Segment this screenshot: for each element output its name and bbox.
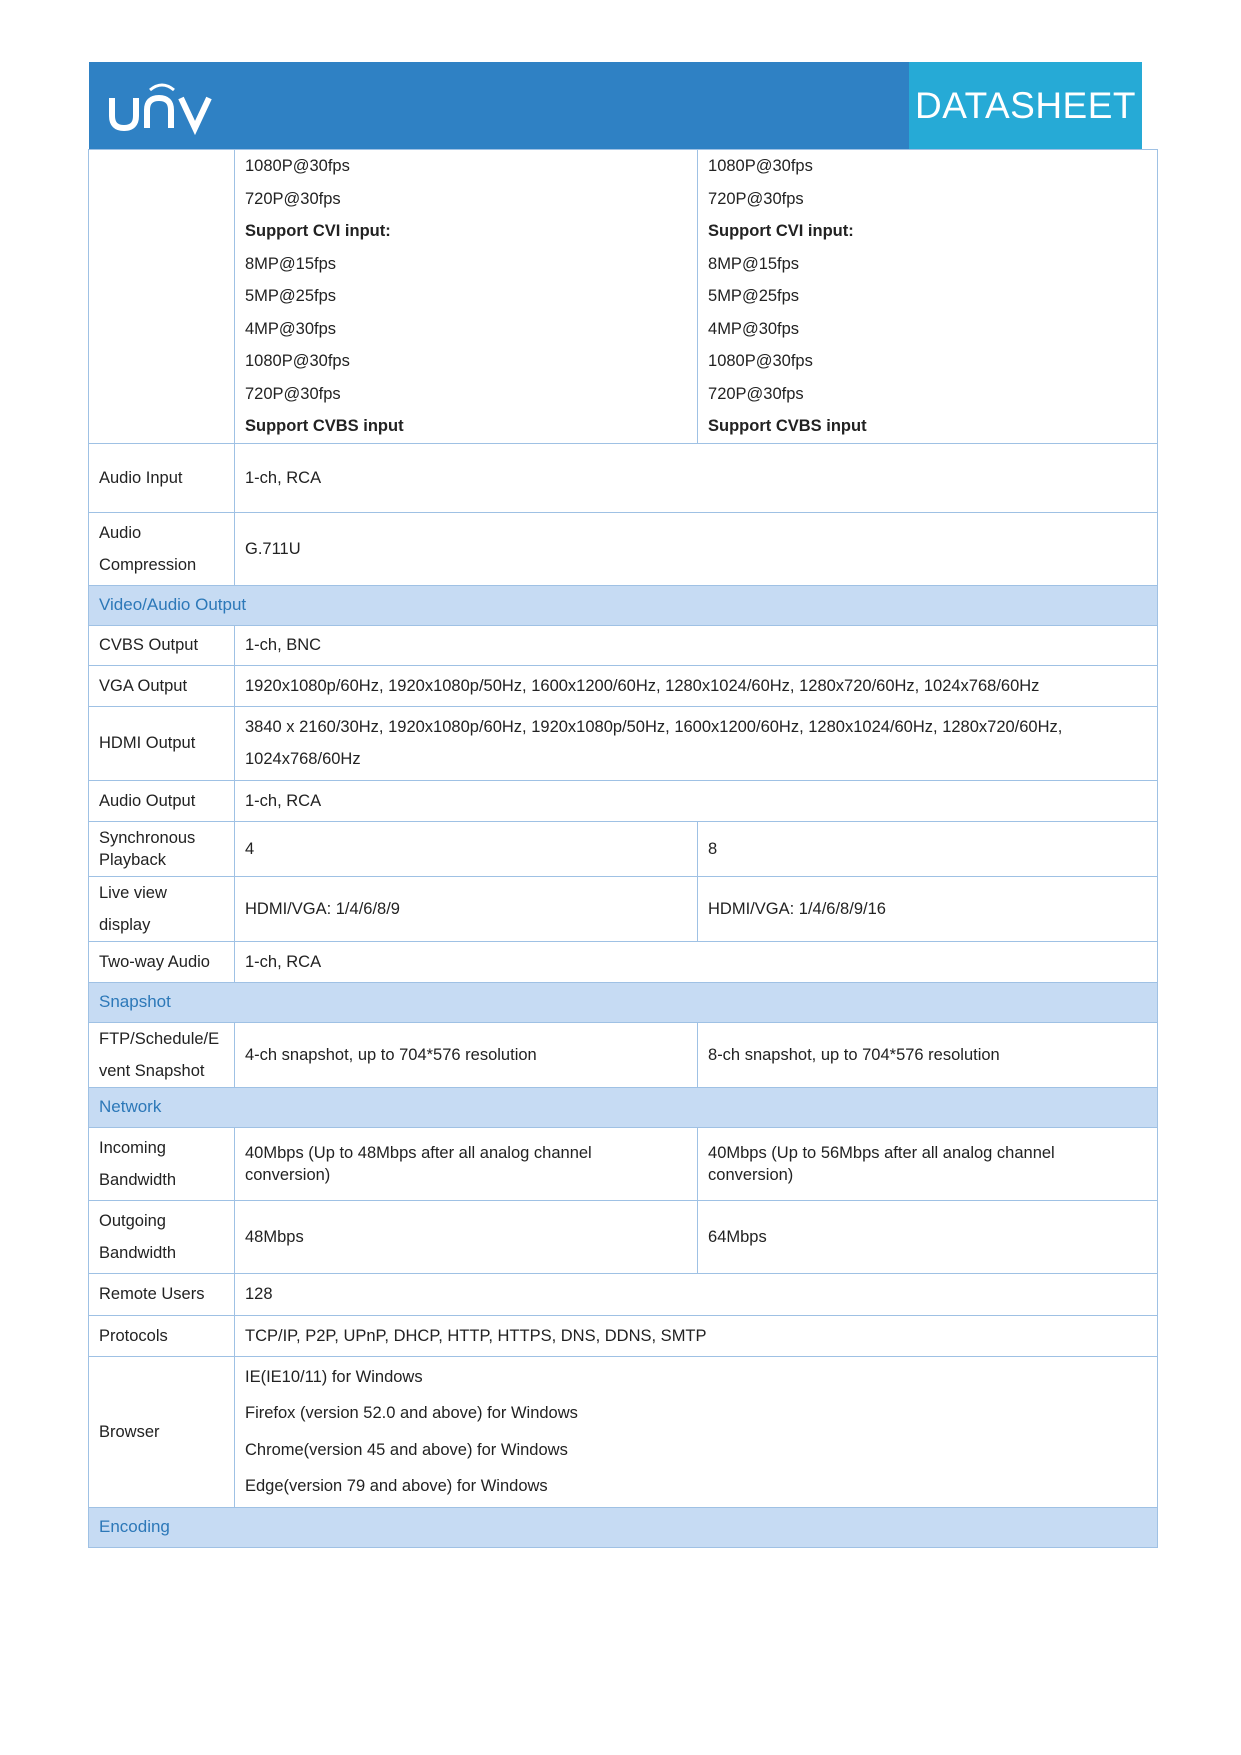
value-b: 8: [698, 821, 1158, 876]
row-label: Browser: [89, 1356, 235, 1507]
protocols-row: [89, 1315, 1158, 1356]
row-value: TCP/IP, P2P, UPnP, DHCP, HTTP, HTTPS, DNS, DDNS, SMTP: [235, 1315, 1158, 1356]
hdmi-output-row: [89, 706, 1158, 780]
row-value: [235, 1356, 1158, 1507]
browser-line: Firefox (version 52.0 and above) for Windows: [245, 1404, 578, 1422]
value-line: 40Mbps (Up to 56Mbps after all analog channel: [708, 1143, 1055, 1162]
label-line: Playback: [99, 850, 166, 869]
sync-playback-row: [89, 821, 1158, 876]
row-label: [89, 1127, 235, 1200]
label-line: Incoming: [99, 1138, 166, 1157]
video-input-continuation-row: [89, 150, 1158, 444]
label-line: Synchronous: [99, 828, 196, 847]
section-header-row: [89, 982, 1158, 1022]
spec-line: 8MP@15fps: [708, 254, 800, 273]
row-value: 1-ch, RCA: [235, 443, 1158, 512]
spec-line: 1080P@30fps: [245, 352, 350, 370]
spec-line: 5MP@25fps: [708, 287, 800, 305]
outgoing-bandwidth-row: [89, 1200, 1158, 1273]
value-a: HDMI/VGA: 1/4/6/8/9: [235, 876, 698, 941]
audio-input-row: [89, 443, 1158, 512]
cvbs-output-row: [89, 625, 1158, 665]
spec-subheading: Support CVI input:: [245, 222, 391, 240]
label-line: display: [99, 915, 151, 934]
value-line: 3840 x 2160/30Hz, 1920x1080p/60Hz, 1920x1080p/50Hz, 1600x1200/60Hz, 1280x1024/60Hz, 1280x720/60Hz,: [245, 718, 1063, 736]
datasheet-badge: DATASHEET: [909, 62, 1142, 149]
section-header-row: [89, 1507, 1158, 1547]
section-title: Encoding: [89, 1507, 1158, 1547]
row-value: 1-ch, RCA: [235, 780, 1158, 821]
browser-row: [89, 1356, 1158, 1507]
empty-label-cell: [89, 150, 235, 444]
value-a: 48Mbps: [235, 1200, 698, 1273]
section-title: Snapshot: [89, 982, 1158, 1022]
value-b: 8-ch snapshot, up to 704*576 resolution: [698, 1022, 1158, 1087]
row-value: 1-ch, BNC: [235, 625, 1158, 665]
label-line: Live view: [99, 883, 167, 902]
label-line: FTP/Schedule/E: [99, 1029, 220, 1048]
spec-line: 5MP@25fps: [245, 287, 337, 305]
row-value: 1920x1080p/60Hz, 1920x1080p/50Hz, 1600x1200/60Hz, 1280x1024/60Hz, 1280x720/60Hz, 1024x768/60Hz: [235, 665, 1158, 706]
row-label: HDMI Output: [89, 706, 235, 780]
row-label: CVBS Output: [89, 625, 235, 665]
audio-compression-row: [89, 512, 1158, 585]
row-label: [89, 1022, 235, 1087]
row-value: 1-ch, RCA: [235, 941, 1158, 982]
row-label: [89, 821, 235, 876]
col-a-lines: [235, 150, 698, 444]
audio-output-row: [89, 780, 1158, 821]
two-way-audio-row: [89, 941, 1158, 982]
label-line: Bandwidth: [99, 1170, 177, 1189]
row-label: Audio Input: [89, 443, 235, 512]
value-a: 4: [235, 821, 698, 876]
label-line: vent Snapshot: [99, 1061, 205, 1080]
value-line: conversion): [708, 1165, 794, 1184]
row-label: Protocols: [89, 1315, 235, 1356]
col-b-lines: [698, 150, 1158, 444]
spec-line: 1080P@30fps: [708, 157, 813, 175]
label-line: Bandwidth: [99, 1243, 177, 1262]
spec-subheading: Support CVBS input: [708, 417, 867, 435]
value-a: [235, 1127, 698, 1200]
value-b: 64Mbps: [698, 1200, 1158, 1273]
browser-line: Chrome(version 45 and above) for Windows: [245, 1440, 568, 1459]
section-title: Network: [89, 1087, 1158, 1127]
spec-subheading: Support CVI input:: [708, 222, 854, 240]
spec-line: 4MP@30fps: [708, 319, 800, 338]
live-view-row: [89, 876, 1158, 941]
incoming-bandwidth-row: [89, 1127, 1158, 1200]
row-label: [89, 1200, 235, 1273]
spec-line: 720P@30fps: [245, 384, 341, 403]
remote-users-row: [89, 1273, 1158, 1315]
spec-line: 720P@30fps: [708, 189, 804, 208]
spec-line: 4MP@30fps: [245, 319, 337, 338]
spec-line: 720P@30fps: [708, 384, 804, 403]
browser-line: Edge(version 79 and above) for Windows: [245, 1477, 548, 1495]
datasheet-header: [89, 62, 1142, 149]
label-line: Audio: [99, 523, 142, 542]
row-label: VGA Output: [89, 665, 235, 706]
value-line: 1024x768/60Hz: [245, 750, 361, 768]
row-label: Remote Users: [89, 1273, 235, 1315]
row-value: 128: [235, 1273, 1158, 1315]
spec-line: 1080P@30fps: [708, 352, 813, 370]
value-line: 40Mbps (Up to 48Mbps after all analog channel: [245, 1143, 592, 1162]
spec-line: 1080P@30fps: [245, 157, 350, 175]
label-line: Outgoing: [99, 1211, 166, 1230]
value-b: HDMI/VGA: 1/4/6/8/9/16: [698, 876, 1158, 941]
vga-output-row: [89, 665, 1158, 706]
section-header-row: [89, 585, 1158, 625]
section-header-row: [89, 1087, 1158, 1127]
spec-line: 720P@30fps: [245, 189, 341, 208]
spec-subheading: Support CVBS input: [245, 417, 404, 435]
row-value: G.711U: [235, 512, 1158, 585]
spec-line: 8MP@15fps: [245, 254, 337, 273]
row-value: [235, 706, 1158, 780]
value-b: [698, 1127, 1158, 1200]
value-a: 4-ch snapshot, up to 704*576 resolution: [235, 1022, 698, 1087]
unv-logo: [107, 76, 217, 136]
row-label: [89, 876, 235, 941]
label-line: Compression: [99, 555, 197, 574]
spec-table: [88, 149, 1158, 1548]
row-label: Two-way Audio: [89, 941, 235, 982]
section-title: Video/Audio Output: [89, 585, 1158, 625]
browser-line: IE(IE10/11) for Windows: [245, 1367, 423, 1386]
snapshot-row: [89, 1022, 1158, 1087]
row-label: [89, 512, 235, 585]
value-line: conversion): [245, 1165, 331, 1184]
row-label: Audio Output: [89, 780, 235, 821]
